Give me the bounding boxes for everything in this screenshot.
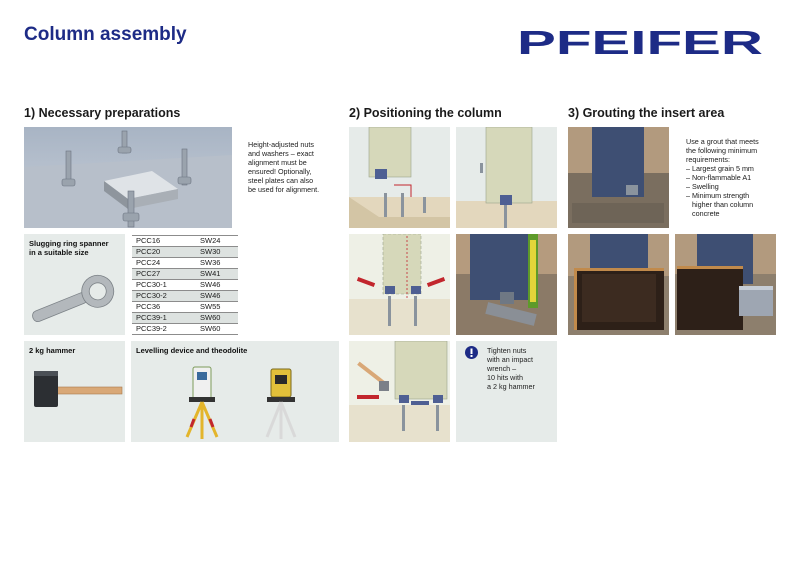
table-row: PCC30-2 SW46 xyxy=(132,291,238,302)
table-row: PCC39-1 SW60 xyxy=(132,313,238,324)
info-icon xyxy=(465,346,478,359)
grout-requirements xyxy=(686,137,759,218)
section-heading-positioning: 2) Positioning the column xyxy=(349,106,502,120)
table-row: PCC39-2 SW60 xyxy=(132,324,238,335)
svg-text:PFEIFER: PFEIFER xyxy=(517,28,764,56)
level-check-image xyxy=(456,234,557,335)
list-item: – Largest grain 5 mm xyxy=(686,164,754,173)
tighten-note: Tighten nuts with an impact wrench – 10 hits with a 2 kg hammer xyxy=(487,346,535,391)
grout-intro: Use a grout that meets the following minimum requirements: xyxy=(686,137,759,164)
alignment-note: Height-adjusted nuts and washers – exact alignment must be ensured! Optionally, steel plates can also be used for alignment. xyxy=(248,140,320,194)
grouted-base-image xyxy=(675,234,776,335)
column-lowering-image xyxy=(456,127,557,228)
section-heading-grouting: 3) Grouting the insert area xyxy=(568,106,725,120)
list-item: higher than column xyxy=(686,200,754,209)
list-item: – Minimum strength xyxy=(686,191,750,200)
table-row: PCC20 SW30 xyxy=(132,247,238,258)
table-row: PCC16 SW24 xyxy=(132,236,238,247)
impact-wrench-image xyxy=(349,341,450,442)
list-item: – Non-flammable A1 xyxy=(686,173,752,182)
list-item: concrete xyxy=(686,209,720,218)
grout-requirement-list xyxy=(686,164,759,218)
table-row: PCC30-1 SW46 xyxy=(132,280,238,291)
page-title: Column assembly xyxy=(24,24,187,45)
hammer-icon xyxy=(24,361,125,431)
section-heading-preparations: 1) Necessary preparations xyxy=(24,106,181,120)
anchor-bolts-image xyxy=(24,127,232,228)
levelling-device-icon xyxy=(131,357,339,442)
hammer-label: 2 kg hammer xyxy=(29,346,76,355)
grout-start-image xyxy=(568,127,669,228)
spanner-size-table xyxy=(132,235,238,335)
column-placement-image xyxy=(349,127,450,228)
tighten-note-panel xyxy=(456,341,557,442)
levelling-panel xyxy=(131,341,339,442)
table-row: PCC24 SW36 xyxy=(132,258,238,269)
spanner-label: Slugging ring spanner in a suitable size xyxy=(29,239,109,257)
table-row: PCC36 SW55 xyxy=(132,302,238,313)
pfeifer-logo xyxy=(516,28,764,56)
formwork-image xyxy=(568,234,669,335)
spanner-panel xyxy=(24,234,125,335)
table-row: PCC27 SW41 xyxy=(132,269,238,280)
alignment-wrench-image xyxy=(349,234,450,335)
levelling-label: Levelling device and theodolite xyxy=(136,346,248,355)
ring-spanner-icon xyxy=(24,264,125,335)
hammer-panel xyxy=(24,341,125,442)
list-item: – Swelling xyxy=(686,182,719,191)
